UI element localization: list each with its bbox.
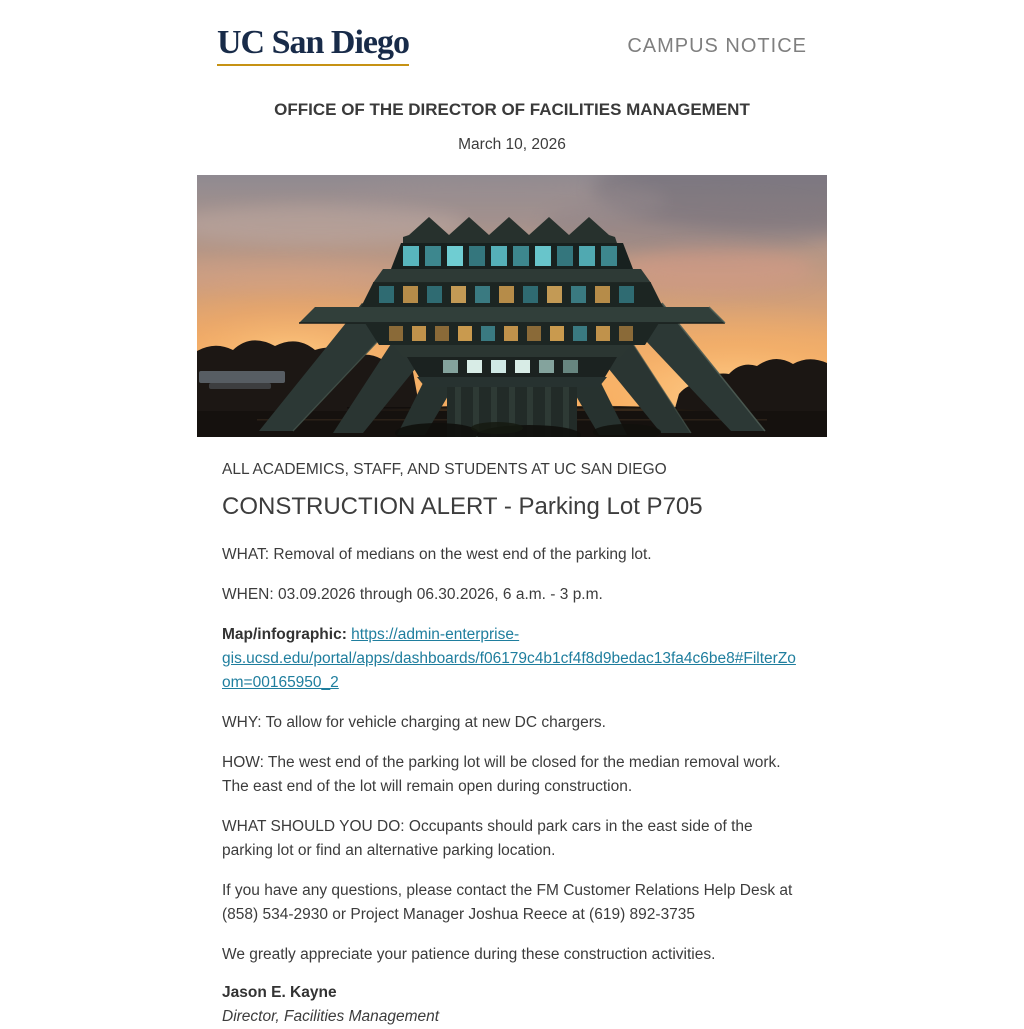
- how-paragraph: HOW: The west end of the parking lot will be closed for the median removal work. The east end of the lot will remain open during construction.: [222, 754, 781, 795]
- when-paragraph: WHEN: 03.09.2026 through 06.30.2026, 6 a.m. - 3 p.m.: [222, 586, 603, 603]
- alert-title: CONSTRUCTION ALERT - Parking Lot P705: [222, 493, 703, 520]
- audience-line: ALL ACADEMICS, STAFF, AND STUDENTS AT UC SAN DIEGO: [222, 461, 667, 478]
- notice-date: March 10, 2026: [458, 136, 566, 153]
- office-heading: OFFICE OF THE DIRECTOR OF FACILITIES MANAGEMENT: [274, 100, 750, 119]
- notice-body: [197, 437, 827, 1029]
- campus-notice-email: [197, 0, 827, 1029]
- why-paragraph: WHY: To allow for vehicle charging at new DC chargers.: [222, 714, 606, 731]
- map-infographic-link[interactable]: https://admin-enterprise-gis.ucsd.edu/portal/apps/dashboards/f06179c4b1cf4f8d9bedac13fa4c6be8#FilterZoom=00165950_2: [222, 626, 796, 691]
- what-paragraph: WHAT: Removal of medians on the west end of the parking lot.: [222, 546, 652, 563]
- map-label: Map/infographic:: [222, 626, 347, 643]
- questions-paragraph: If you have any questions, please contact the FM Customer Relations Help Desk at (858) 534-2930 or Project Manager Joshua Reece at (619) 892-3735: [222, 882, 793, 923]
- ucsd-logo: UC San Diego: [217, 26, 409, 66]
- campus-notice-label: CAMPUS NOTICE: [627, 34, 807, 57]
- hero-image-container: [197, 175, 827, 437]
- geisel-library-photo: [197, 175, 827, 437]
- signature-name: Jason E. Kayne: [222, 984, 337, 1001]
- map-paragraph: [222, 623, 802, 695]
- email-header: [197, 0, 827, 66]
- what-should-you-do-paragraph: WHAT SHOULD YOU DO: Occupants should park cars in the east side of the parking lot or find an alternative parking location.: [222, 818, 753, 859]
- signature-title: Director, Facilities Management: [222, 1008, 440, 1025]
- thanks-paragraph: We greatly appreciate your patience during these construction activities.: [222, 946, 716, 963]
